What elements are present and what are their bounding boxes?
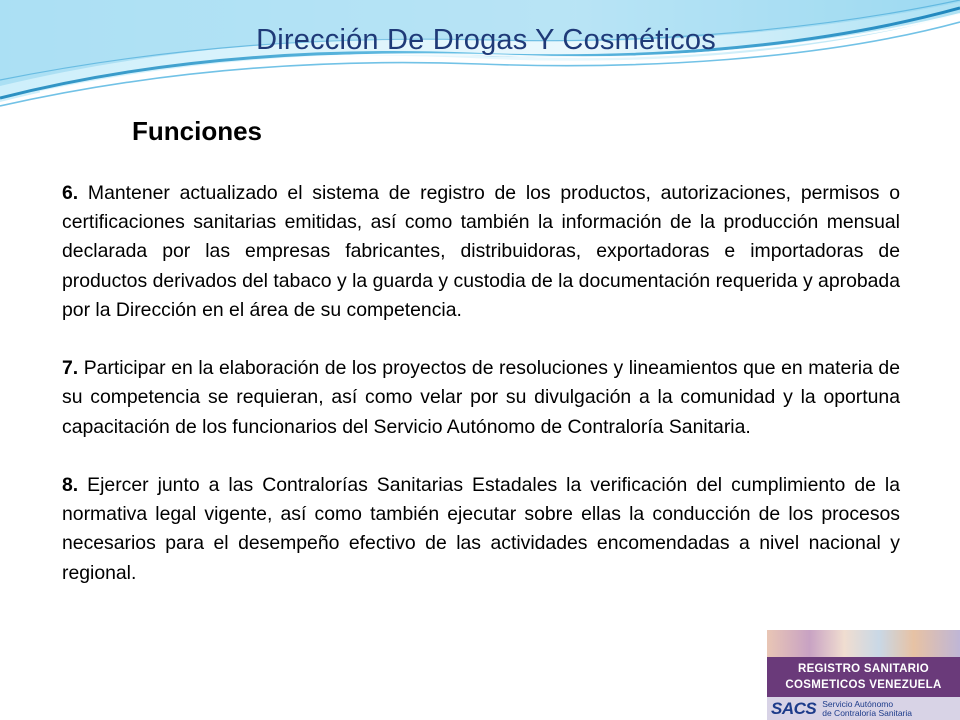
badge-org-line-2: de Contraloría Sanitaria	[822, 707, 913, 718]
item-text: Participar en la elaboración de los proyectos de resoluciones y lineamientos que en materia de su competencia se requieran, así como velar por su divulgación a la comunidad y la oportuna capacitación de los funcionarios del Servicio Autónomo de Contraloría Sanitaria.	[62, 357, 900, 438]
badge-line-2: COSMETICOS VENEZUELA	[785, 679, 942, 691]
section-title: Funciones	[132, 116, 263, 146]
badge-org-line-1: Servicio Autónomo	[822, 698, 894, 709]
function-item-6	[62, 179, 900, 325]
badge-banner	[767, 657, 960, 697]
sacs-logo: SACS	[771, 698, 817, 718]
item-number: 6.	[62, 182, 79, 204]
badge-org-name	[822, 700, 912, 718]
slide-title: Dirección De Drogas Y Cosméticos	[256, 24, 716, 56]
cosmetics-photo	[767, 630, 960, 657]
badge-line-1: REGISTRO SANITARIO	[797, 663, 930, 675]
item-text: Mantener actualizado el sistema de registro de los productos, autorizaciones, permisos o certificaciones sanitarias emitidas, así como también la información de la producción mensual declarada por las empresas fabricantes, distribuidoras, exportadoras e importadoras de productos derivados del tabaco y la guarda y custodia de la documentación requerida y aprobada por la Dirección en el área de su competencia.	[62, 182, 901, 321]
function-item-7	[62, 354, 900, 442]
badge-footer	[767, 697, 960, 720]
function-item-8	[62, 471, 900, 588]
item-number: 7.	[62, 357, 79, 380]
functions-list	[62, 179, 900, 588]
registro-sanitario-badge	[767, 630, 960, 720]
item-text: Ejercer junto a las Contralorías Sanitarias Estadales la verificación del cumplimiento de la normativa legal vigente, así como también ejecutar sobre ellas la conducción de los procesos necesarios para el desempeño efectivo de las actividades encomendadas a nivel nacional y regional.	[62, 474, 900, 584]
item-number: 8.	[62, 474, 79, 496]
